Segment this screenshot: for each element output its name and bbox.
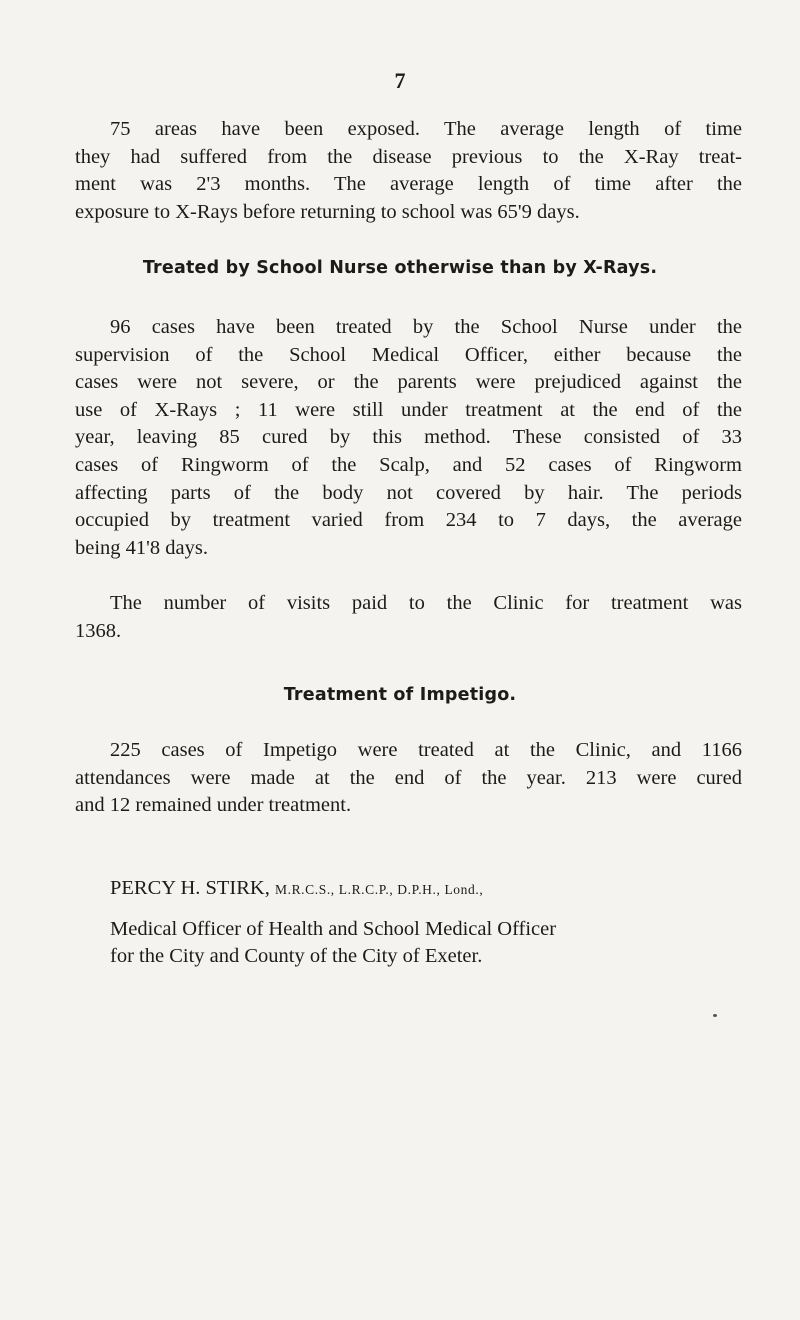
signatory-line (75, 875, 742, 904)
text-line: The number of visits paid to the Clinic for treatment was (110, 592, 742, 614)
text-line: and 12 remained under treatment. (75, 794, 352, 817)
page-number: 7 (394, 68, 406, 93)
signatory-name: PERCY H. STIRK, (110, 877, 270, 899)
text-line: attendances were made at the end of the year. 213 were cured (75, 766, 742, 789)
signatory-role-line: Medical Officer of Health and School Medical Officer (110, 917, 557, 940)
section-heading-impetigo: Treatment of Impetigo. (283, 685, 517, 705)
text-line: being 41'8 days. (75, 536, 208, 559)
text-line: 75 areas have been exposed. The average length of time (110, 118, 742, 140)
paper-speck (713, 1014, 717, 1017)
text-line: occupied by treatment varied from 234 to 7 days, the average (75, 509, 742, 532)
signatory-qualifications: M.R.C.S., L.R.C.P., D.P.H., Lond., (274, 882, 484, 897)
paragraph-clinic-visits (75, 590, 742, 645)
signature-block (75, 875, 742, 971)
text-line: ment was 2'3 months. The average length of time after the (75, 173, 742, 196)
text-line: use of X-Rays ; 11 were still under treatment at the end of the (75, 398, 742, 421)
signatory-role-line: for the City and County of the City of Exeter. (110, 945, 483, 968)
text-line: year, leaving 85 cured by this method. These consisted of 33 (75, 426, 742, 449)
text-line: they had suffered from the disease previous to the X-Ray treat- (75, 145, 742, 168)
paragraph-xray-exposure (75, 116, 742, 226)
text-line: cases of Ringworm of the Scalp, and 52 cases of Ringworm (75, 453, 742, 476)
text-line: exposure to X-Rays before returning to school was 65'9 days. (75, 200, 580, 223)
text-line: 225 cases of Impetigo were treated at the Clinic, and 1166 (110, 739, 742, 761)
text-line: cases were not severe, or the parents were prejudiced against the (75, 371, 742, 394)
paragraph-impetigo-treatment (75, 737, 742, 820)
text-line: affecting parts of the body not covered by hair. The periods (75, 481, 742, 504)
text-line: 1368. (75, 619, 122, 642)
text-line: 96 cases have been treated by the School Nurse under the (110, 316, 742, 338)
paragraph-school-nurse-treatment (75, 314, 742, 562)
text-line: supervision of the School Medical Officer, either because the (75, 343, 742, 366)
section-heading-school-nurse: Treated by School Nurse otherwise than by X-Rays. (142, 258, 658, 278)
